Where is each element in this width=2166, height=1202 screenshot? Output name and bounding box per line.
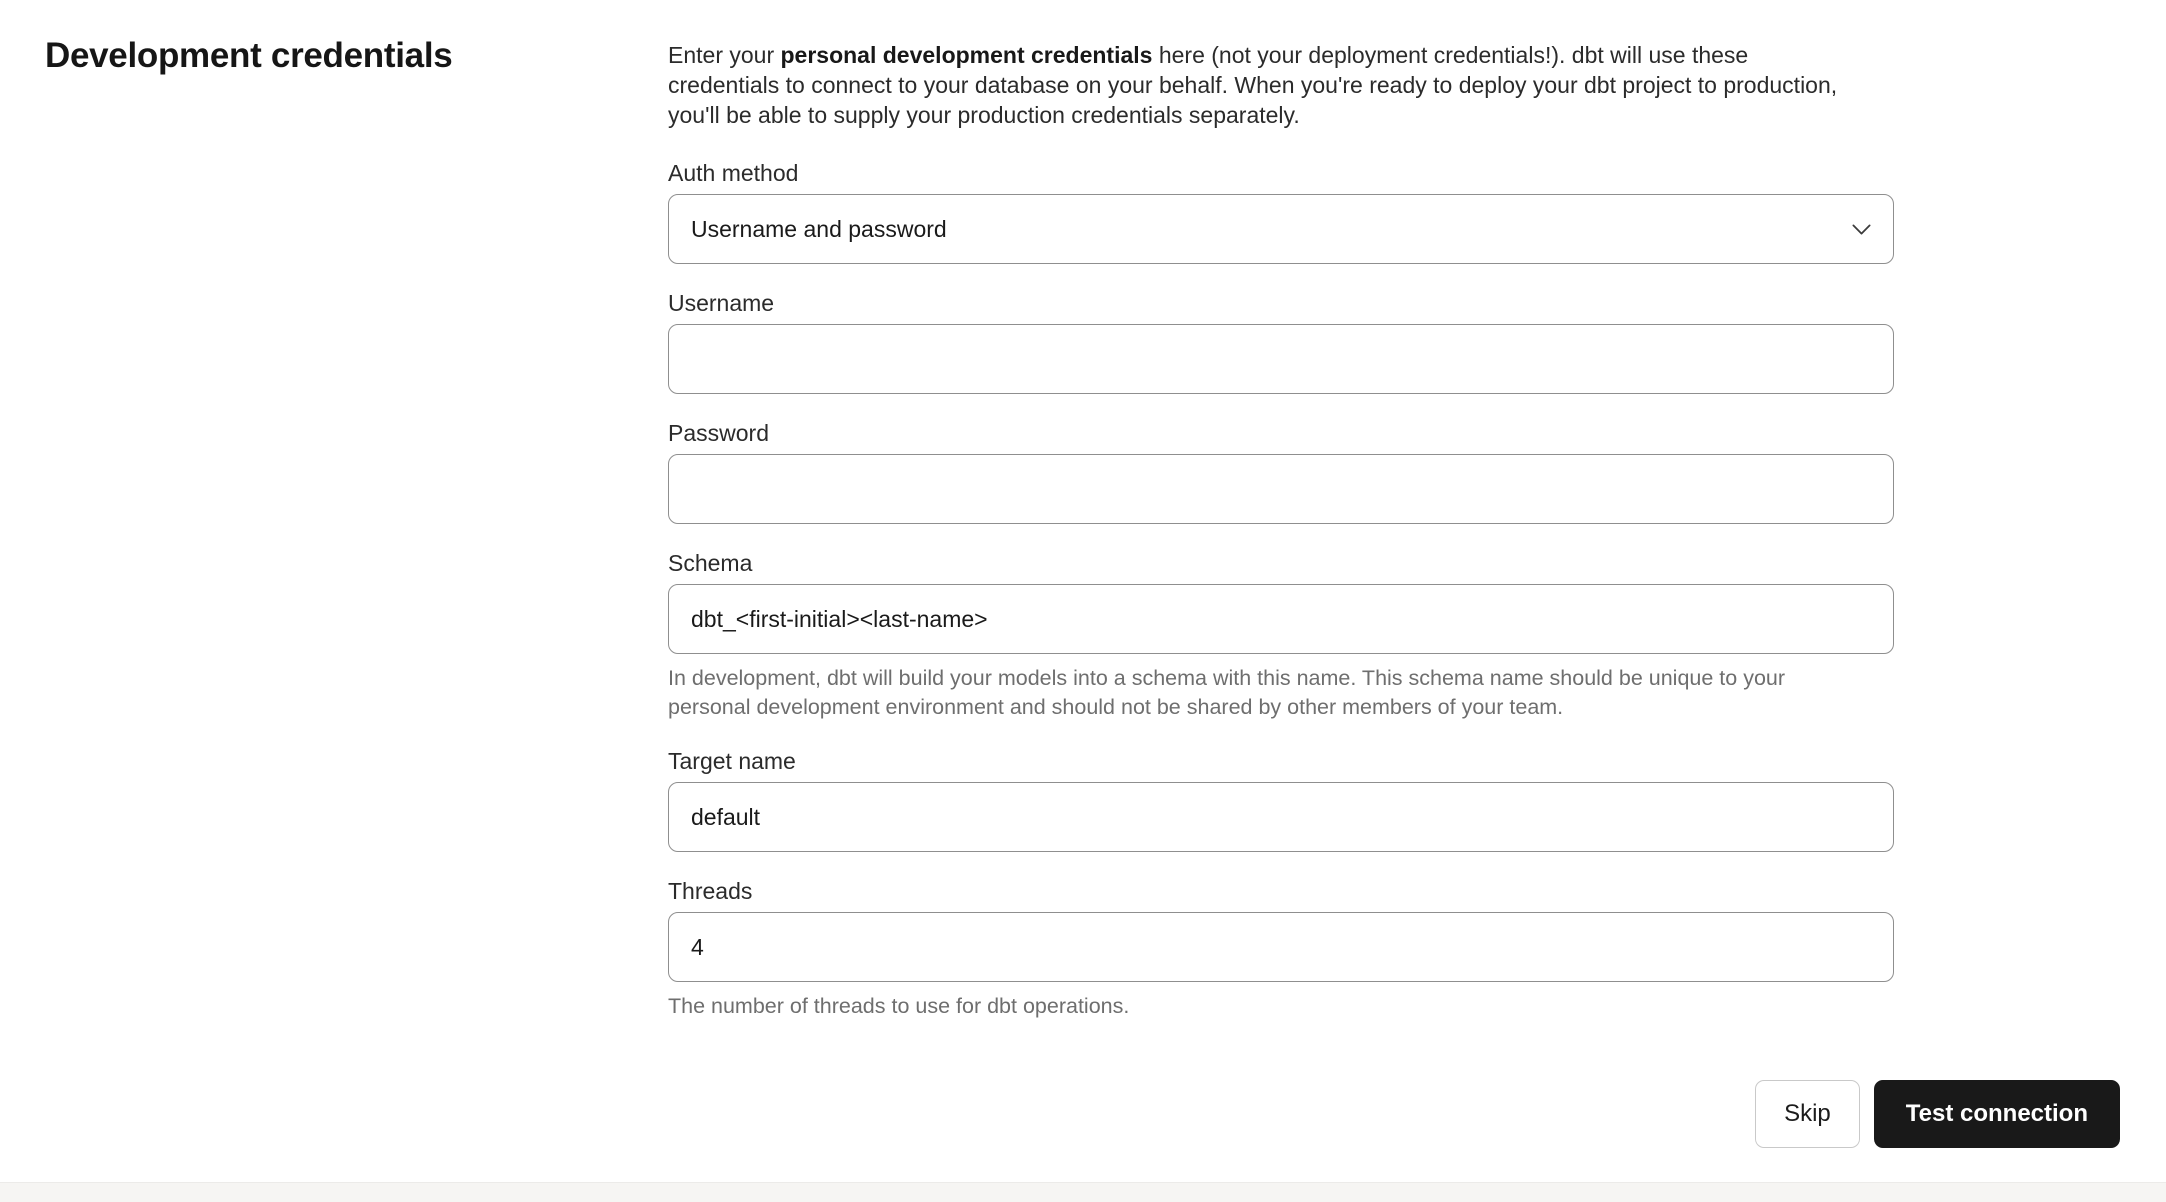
password-label: Password <box>668 420 769 446</box>
intro-text-end: here (not your deployment credentials!). dbt will use these credentials to connect to your database on your behalf. When you're ready to deploy your dbt project to production, you'll be able to supply your production credentials separately. <box>668 42 1838 128</box>
schema-input[interactable] <box>668 584 1894 654</box>
username-field <box>668 290 1894 394</box>
threads-help-text: The number of threads to use for dbt operations. <box>668 994 1130 1018</box>
threads-field <box>668 878 1894 1021</box>
threads-label: Threads <box>668 878 753 904</box>
auth-method-select[interactable] <box>668 194 1894 264</box>
bottom-divider <box>0 1182 2166 1202</box>
username-input[interactable] <box>668 324 1894 394</box>
page-title: Development credentials <box>45 36 453 75</box>
password-field <box>668 420 1894 524</box>
skip-button[interactable]: Skip <box>1755 1080 1860 1148</box>
schema-label: Schema <box>668 550 753 576</box>
schema-help-text: In development, dbt will build your models into a schema with this name. This schema name should be unique to your personal development environment and should not be shared by other members of your team. <box>668 666 1786 719</box>
threads-input[interactable] <box>668 912 1894 982</box>
chevron-down-icon <box>1852 224 1871 235</box>
target-name-field <box>668 748 1894 852</box>
password-input[interactable] <box>668 454 1894 524</box>
test-connection-button[interactable]: Test connection <box>1874 1080 2120 1148</box>
auth-method-label: Auth method <box>668 160 799 186</box>
auth-method-selected-value: Username and password <box>691 215 947 242</box>
footer-actions <box>1755 1080 2120 1148</box>
username-label: Username <box>668 290 775 316</box>
target-name-label: Target name <box>668 748 796 774</box>
target-name-input[interactable] <box>668 782 1894 852</box>
schema-field <box>668 550 1894 722</box>
intro-text-bold: personal development credentials <box>780 42 1153 68</box>
intro-text <box>668 40 1858 130</box>
intro-text-start: Enter your <box>668 42 781 68</box>
auth-method-field <box>668 160 1894 264</box>
credentials-form <box>668 40 1894 1021</box>
